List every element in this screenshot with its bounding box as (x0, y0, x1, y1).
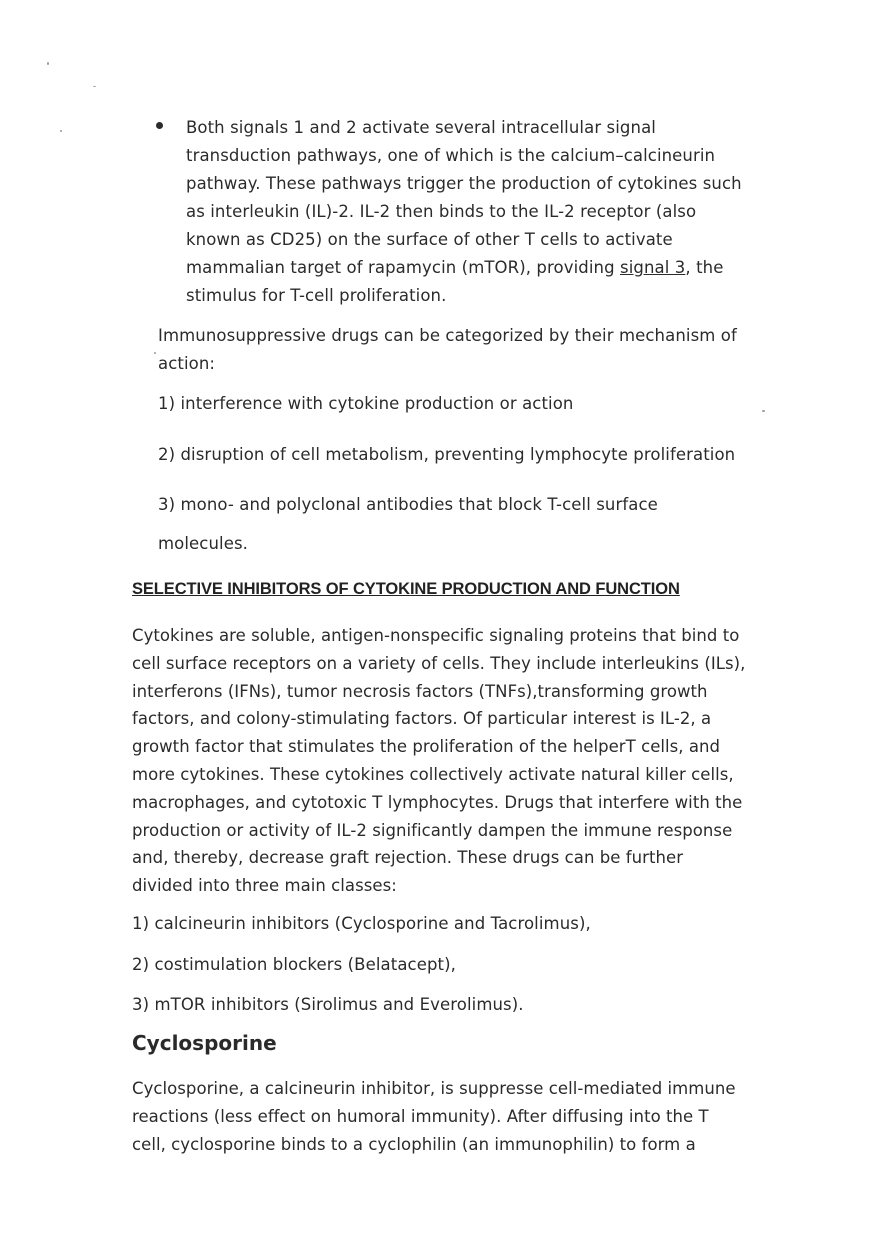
cytokine-paragraph (132, 622, 772, 900)
bullet-paragraph (186, 114, 776, 310)
paragraph-line: more cytokines. These cytokines collectively activate natural killer cells, (132, 764, 734, 784)
section-heading: SELECTIVE INHIBITORS OF CYTOKINE PRODUCTION AND FUNCTION (132, 580, 680, 598)
bullet-text-line: known as CD25) on the surface of other T cells to activate (186, 230, 673, 249)
paragraph-line: growth factor that stimulates the proliferation of the helperT cells, and (132, 737, 721, 757)
bullet-point-icon (156, 122, 163, 129)
bullet-text-fragment: , the (685, 258, 724, 277)
mechanism-item: 3) mono- and polyclonal antibodies that block T-cell surface (158, 495, 658, 514)
paragraph-line: Cyclosporine, a calcineurin inhibitor, is suppresse cell-mediated immune (132, 1079, 736, 1098)
bullet-text-fragment: mammalian target of rapamycin (mTOR), providing (186, 258, 621, 277)
mechanism-item-continuation: molecules. (158, 534, 249, 553)
intro-line: action: (158, 354, 216, 373)
paragraph-line: macrophages, and cytotoxic T lymphocytes. Drugs that interfere with the (132, 792, 743, 812)
mechanism-item: 2) disruption of cell metabolism, preventing lymphocyte proliferation (158, 445, 736, 464)
paragraph-line: interferons (IFNs), tumor necrosis factors (TNFs),transforming growth (132, 681, 708, 701)
bullet-text-line: Both signals 1 and 2 activate several intracellular signal (186, 118, 656, 137)
bullet-text-line: pathway. These pathways trigger the production of cytokines such (186, 174, 742, 193)
paragraph-line: Cytokines are soluble, antigen-nonspecific signaling proteins that bind to (132, 626, 740, 645)
paragraph-line: and, thereby, decrease graft rejection. These drugs can be further (132, 848, 684, 868)
scan-speck (762, 410, 765, 412)
signal-3-underlined-term: signal 3 (620, 258, 686, 277)
paragraph-line: cell, cyclosporine binds to a cyclophilin (an immunophilin) to form a (132, 1135, 696, 1154)
bullet-text-line: stimulus for T-cell proliferation. (186, 286, 447, 305)
paragraph-line: production or activity of IL-2 significantly dampen the immune response (132, 820, 733, 840)
bullet-text-line (186, 254, 776, 282)
paragraph-line: reactions (less effect on humoral immunity). After diffusing into the T (132, 1107, 709, 1126)
cyclosporine-heading: Cyclosporine (132, 1031, 277, 1055)
mechanism-item: 1) interference with cytokine production or action (158, 394, 574, 413)
scan-speck (60, 130, 62, 132)
drug-class-item: 3) mTOR inhibitors (Sirolimus and Everolimus). (132, 995, 524, 1014)
paragraph-line: factors, and colony-stimulating factors. Of particular interest is IL-2, a (132, 709, 712, 729)
intro-line: Immunosuppressive drugs can be categorized by their mechanism of (158, 326, 737, 345)
scan-speck (154, 352, 156, 354)
paragraph-line: cell surface receptors on a variety of cells. They include interleukins (ILs), (132, 653, 746, 673)
bullet-text-line: transduction pathways, one of which is the calcium–calcineurin (186, 146, 716, 165)
scan-speck (47, 62, 49, 65)
drug-class-item: 1) calcineurin inhibitors (Cyclosporine and Tacrolimus), (132, 914, 591, 933)
paragraph-line: divided into three main classes: (132, 876, 397, 896)
scan-speck (93, 86, 96, 87)
bullet-text-line: as interleukin (IL)-2. IL-2 then binds to the IL-2 receptor (also (186, 202, 697, 221)
drug-class-item: 2) costimulation blockers (Belatacept), (132, 955, 456, 974)
cyclosporine-paragraph (132, 1075, 772, 1159)
